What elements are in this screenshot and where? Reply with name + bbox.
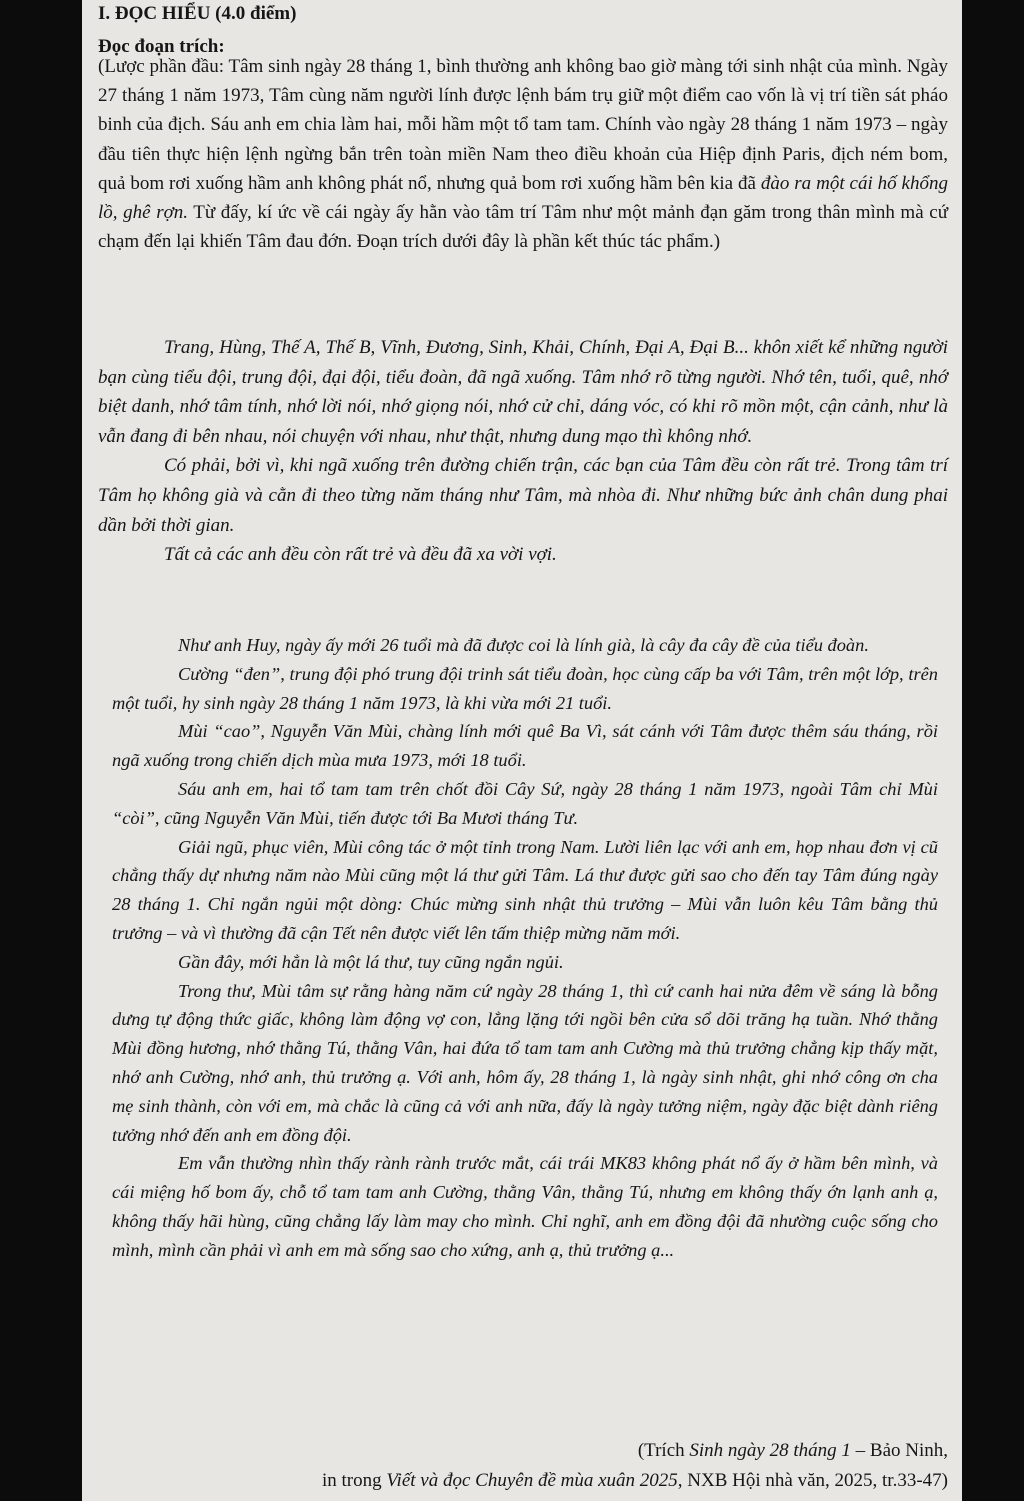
excerpt-paragraph: Sáu anh em, hai tổ tam tam trên chốt đồi Cây Sứ, ngày 28 tháng 1 năm 1973, ngoài Tâm chỉ Mùi “còi”, cũng Nguyễn Văn Mùi, tiến được tới Ba Mươi tháng Tư. bbox=[112, 778, 938, 828]
section-title: I. ĐỌC HIỂU (4.0 điểm) bbox=[98, 3, 297, 24]
source-line-1: (Trích Sinh ngày 28 tháng 1 – Bảo Ninh, bbox=[637, 1440, 948, 1461]
source-line-2: in trong Viết và đọc Chuyên đề mùa xuân 2025, NXB Hội nhà văn, 2025, tr.33-47) bbox=[321, 1470, 948, 1491]
intro-paragraph: (Lược phần đầu: Tâm sinh ngày 28 tháng 1, bình thường anh không bao giờ màng tới sinh nhật của mình. Ngày 27 tháng 1 năm 1973, Tâm cùng năm người lính được lệnh bám trụ giữ một điểm cao vốn là vị trí tiền sát pháo binh của địch. Sáu anh em chia làm hai, mỗi hầm một tổ tam tam. Chính vào ngày 28 tháng 1 năm 1973 – ngày đầu tiên thực hiện lệnh ngừng bắn trên toàn miền Nam theo điều khoản của Hiệp định Paris, địch ném bom, quả bom rơi xuống hầm anh không phát nổ, nhưng quả bom rơi xuống hầm bên kia đã đào ra một cái hố khổng lồ, ghê rợn. Từ đấy, kí ức về cái ngày ấy hằn vào tâm trí Tâm như một mảnh đạn găm trong thân mình mà cứ chạm đến lại khiến Tâm đau đớn. Đoạn trích dưới đây là phần kết thúc tác phẩm.) bbox=[98, 56, 948, 253]
excerpt-paragraph: Giải ngũ, phục viên, Mùi công tác ở một tỉnh trong Nam. Lười liên lạc với anh em, họp nhau đơn vị cũ chẳng thấy dự nhưng năm nào Mùi cũng một lá thư gửi Tâm. Lá thư được gửi sao cho đến tay Tâm đúng ngày 28 tháng 1. Chỉ ngắn ngủi một dòng: Chúc mừng sinh nhật thủ trưởng – Mùi vẫn luôn kêu Tâm bằng thủ trưởng – và vì thường đã cận Tết nên được viết lên tấm thiệp mừng năm mới. bbox=[112, 836, 938, 943]
excerpt-part-2 bbox=[112, 631, 938, 1265]
excerpt-paragraph: Gần đây, mới hẳn là một lá thư, tuy cũng ngắn ngủi. bbox=[178, 951, 564, 972]
excerpt-part-1 bbox=[98, 333, 948, 570]
excerpt-paragraph: Như anh Huy, ngày ấy mới 26 tuổi mà đã được coi là lính già, là cây đa cây đề của tiểu đoàn. bbox=[178, 635, 869, 655]
source-citation bbox=[98, 1436, 948, 1496]
excerpt-paragraph: Cường “đen”, trung đội phó trung đội trinh sát tiểu đoàn, học cùng cấp ba với Tâm, trên một lớp, trên một tuổi, hy sinh ngày 28 tháng 1 năm 1973, là khi vừa mới 21 tuổi. bbox=[112, 663, 938, 713]
excerpt-paragraph: Mùi “cao”, Nguyễn Văn Mùi, chàng lính mới quê Ba Vì, sát cánh với Tâm được thêm sáu tháng, rồi ngã xuống trong chiến dịch mùa mưa 1973, mới 18 tuổi. bbox=[112, 721, 938, 771]
excerpt-paragraph: Em vẫn thường nhìn thấy rành rành trước mắt, cái trái MK83 không phát nổ ấy ở hầm bên mình, và cái miệng hố bom ấy, chỗ tổ tam tam anh Cường, thằng Vân, thằng Tú, nhưng em không thấy ớn lạnh anh ạ, không thấy hãi hùng, cũng chẳng lấy làm may cho mình. Chỉ nghĩ, anh em đồng đội đã nhường cuộc sống cho mình, mình cần phải vì anh em mà sống sao cho xứng, anh ạ, thủ trưởng ạ... bbox=[112, 1153, 938, 1260]
excerpt-label: Đọc đoạn trích: bbox=[98, 36, 225, 57]
excerpt-paragraph: Trang, Hùng, Thế A, Thế B, Vĩnh, Đương, Sinh, Khải, Chính, Đại A, Đại B... khôn xiết kể những người bạn cùng tiểu đội, trung đội, đại đội, tiểu đoàn, đã ngã xuống. Tâm nhớ rõ từng người. Nhớ tên, tuổi, quê, nhớ biệt danh, nhớ tâm tính, nhớ lời nói, nhớ giọng nói, nhớ cử chỉ, dáng vóc, có khi rõ mồn một, cận cảnh, như là vẫn đang đi bên nhau, nói chuyện với nhau, như thật, nhưng dung mạo thì không nhớ. bbox=[98, 337, 948, 447]
document-page bbox=[82, 0, 962, 1501]
excerpt-paragraph: Có phải, bởi vì, khi ngã xuống trên đường chiến trận, các bạn của Tâm đều còn rất trẻ. Trong tâm trí Tâm họ không già và cằn đi theo từng năm tháng như Tâm, mà nhòa đi. Như những bức ảnh chân dung phai dần bởi thời gian. bbox=[98, 455, 948, 536]
excerpt-paragraph: Tất cả các anh đều còn rất trẻ và đều đã xa vời vợi. bbox=[164, 544, 557, 566]
excerpt-paragraph: Trong thư, Mùi tâm sự rằng hàng năm cứ ngày 28 tháng 1, thì cứ canh hai nửa đêm về sáng là bỗng dưng tự động thức giấc, không làm động vợ con, lẳng lặng tới ngồi bên cửa sổ dõi trăng hạ tuần. Nhớ thằng Mùi đồng hương, nhớ thằng Tú, thằng Vân, hai đứa tổ tam tam anh Cường mà thủ trưởng chẳng kịp thấy mặt, nhớ anh Cường, nhớ anh, thủ trưởng ạ. Với anh, hôm ấy, 28 tháng 1, là ngày sinh nhật, ghi nhớ công ơn cha mẹ sinh thành, còn với em, mà chắc là cũng cả với anh nữa, đấy là ngày tưởng niệm, ngày đặc biệt dành riêng tưởng nhớ đến anh em đồng đội. bbox=[112, 980, 938, 1145]
